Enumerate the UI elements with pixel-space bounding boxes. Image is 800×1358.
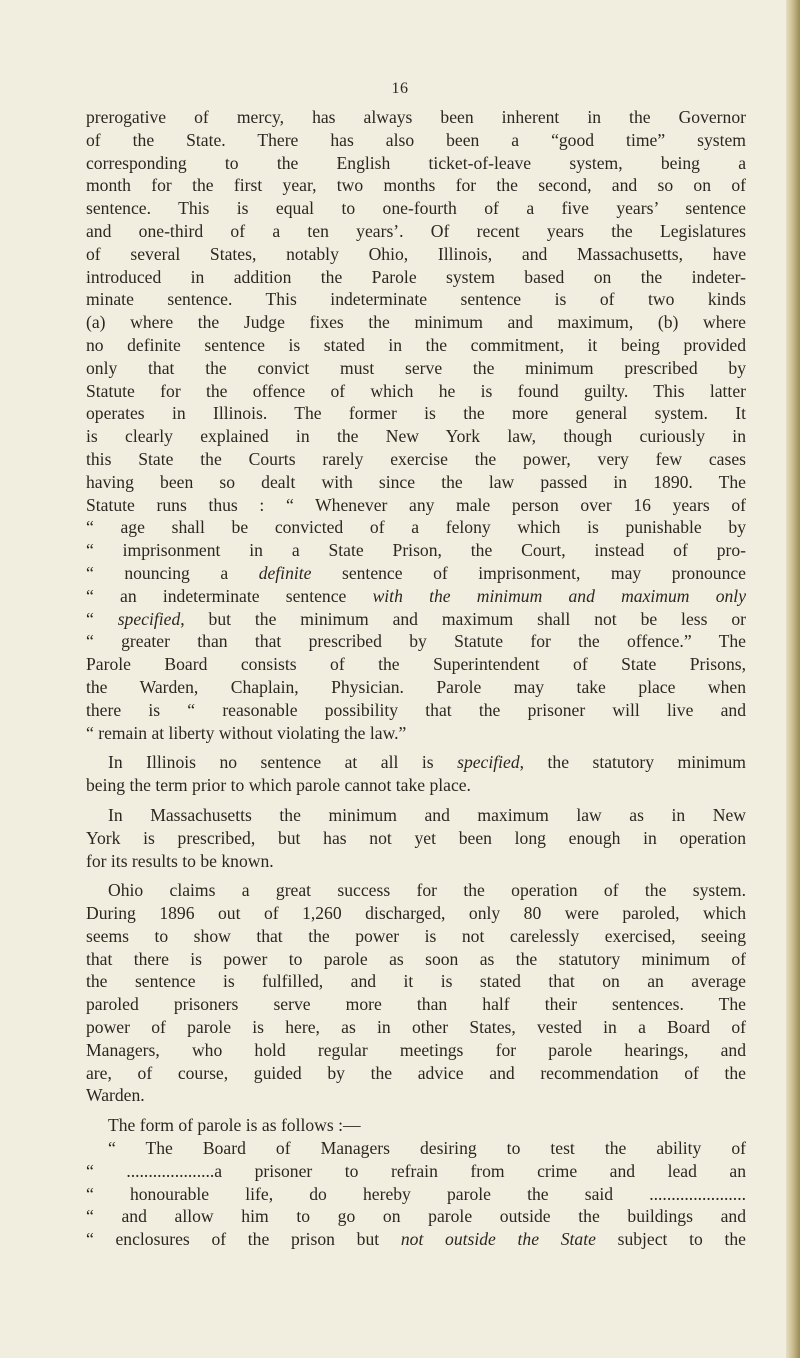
text-line: In Massachusetts the minimum and maximum law as in New — [108, 804, 746, 825]
text-line: The form of parole is as follows :— — [108, 1115, 361, 1136]
paragraph-4 — [86, 879, 746, 1107]
scan-edge-shadow — [786, 0, 800, 1358]
text-line: being the term prior to which parole cannot take place. — [86, 775, 471, 796]
text-line: that there is power to parole as soon as the statutory minimum of — [86, 948, 746, 969]
text-line: “ greater than that prescribed by Statute for the offence.” The — [86, 631, 746, 652]
text-line: operates in Illinois. The former is the more general system. It — [86, 403, 746, 424]
text-line: York is prescribed, but has not yet been long enough in operation — [86, 827, 746, 848]
text-line: Ohio claims a great success for the operation of the system. — [108, 880, 746, 901]
text-line: “ ....................a prisoner to refrain from crime and lead an — [86, 1160, 746, 1181]
paragraph-1 — [86, 106, 746, 744]
text-line: “ remain at liberty without violating the law.” — [86, 722, 407, 743]
text-line: minate sentence. This indeterminate sentence is of two kinds — [86, 289, 746, 310]
text-line: Statute for the offence of which he is found guilty. This latter — [86, 380, 746, 401]
text-line: “ specified, but the minimum and maximum shall not be less or — [86, 608, 746, 629]
text-line: “ nouncing a definite sentence of imprisonment, may pronounce — [86, 562, 746, 583]
paragraph-3 — [86, 804, 746, 872]
text-line: power of parole is here, as in other States, vested in a Board of — [86, 1017, 746, 1038]
text-line: “ imprisonment in a State Prison, the Court, instead of pro- — [86, 540, 746, 561]
text-line: of several States, notably Ohio, Illinois, and Massachusetts, have — [86, 243, 746, 264]
paragraph-5 — [86, 1114, 746, 1251]
text-line: seems to show that the power is not carelessly exercised, seeing — [86, 925, 746, 946]
page-number: 16 — [391, 80, 409, 97]
text-line: “ an indeterminate sentence with the minimum and maximum only — [86, 585, 747, 606]
text-line: month for the first year, two months for the second, and so on of — [86, 175, 746, 196]
text-line: In Illinois no sentence at all is specified, the statutory minimum — [108, 752, 746, 773]
text-line: prerogative of mercy, has always been inherent in the Governor — [86, 107, 746, 127]
text-line: Warden. — [86, 1085, 145, 1106]
text-line: “ The Board of Managers desiring to test the ability of — [108, 1138, 746, 1159]
text-line: Statute runs thus : “ Whenever any male person over 16 years of — [86, 494, 746, 515]
text-line: only that the convict must serve the minimum prescribed by — [86, 357, 746, 378]
text-line: Parole Board consists of the Superintendent of State Prisons, — [86, 654, 746, 675]
text-line: of the State. There has also been a “good time” system — [86, 129, 746, 150]
text-line: “ enclosures of the prison but not outside the State subject to the — [86, 1229, 746, 1250]
text-line: this State the Courts rarely exercise the power, very few cases — [86, 448, 746, 469]
text-line: “ age shall be convicted of a felony which is punishable by — [86, 517, 746, 538]
text-line: sentence. This is equal to one-fourth of a five years’ sentence — [86, 198, 746, 219]
text-line: introduced in addition the Parole system based on the indeter- — [86, 266, 746, 287]
text-line: “ honourable life, do hereby parole the said ...................... — [86, 1183, 746, 1204]
text-line: During 1896 out of 1,260 discharged, only 80 were paroled, which — [86, 903, 746, 924]
text-line: paroled prisoners serve more than half their sentences. The — [86, 994, 746, 1015]
text-line: Managers, who hold regular meetings for parole hearings, and — [86, 1039, 746, 1060]
text-line: for its results to be known. — [86, 850, 274, 871]
text-line: the sentence is fulfilled, and it is stated that on an average — [86, 971, 746, 992]
paragraph-2 — [86, 751, 746, 797]
text-line: no definite sentence is stated in the commitment, it being provided — [86, 334, 746, 355]
body-text — [86, 106, 746, 1251]
text-line: (a) where the Judge fixes the minimum and maximum, (b) where — [86, 312, 746, 333]
text-line: and one-third of a ten years’. Of recent years the Legislatures — [86, 220, 746, 241]
text-line: is clearly explained in the New York law, though curiously in — [86, 426, 746, 447]
text-line: there is “ reasonable possibility that the prisoner will live and — [86, 699, 746, 720]
text-line: “ and allow him to go on parole outside the buildings and — [86, 1206, 746, 1227]
text-line: are, of course, guided by the advice and recommendation of the — [86, 1062, 746, 1083]
text-line: corresponding to the English ticket-of-leave system, being a — [86, 152, 746, 173]
text-line: the Warden, Chaplain, Physician. Parole may take place when — [86, 676, 746, 697]
text-line: having been so dealt with since the law passed in 1890. The — [86, 471, 746, 492]
